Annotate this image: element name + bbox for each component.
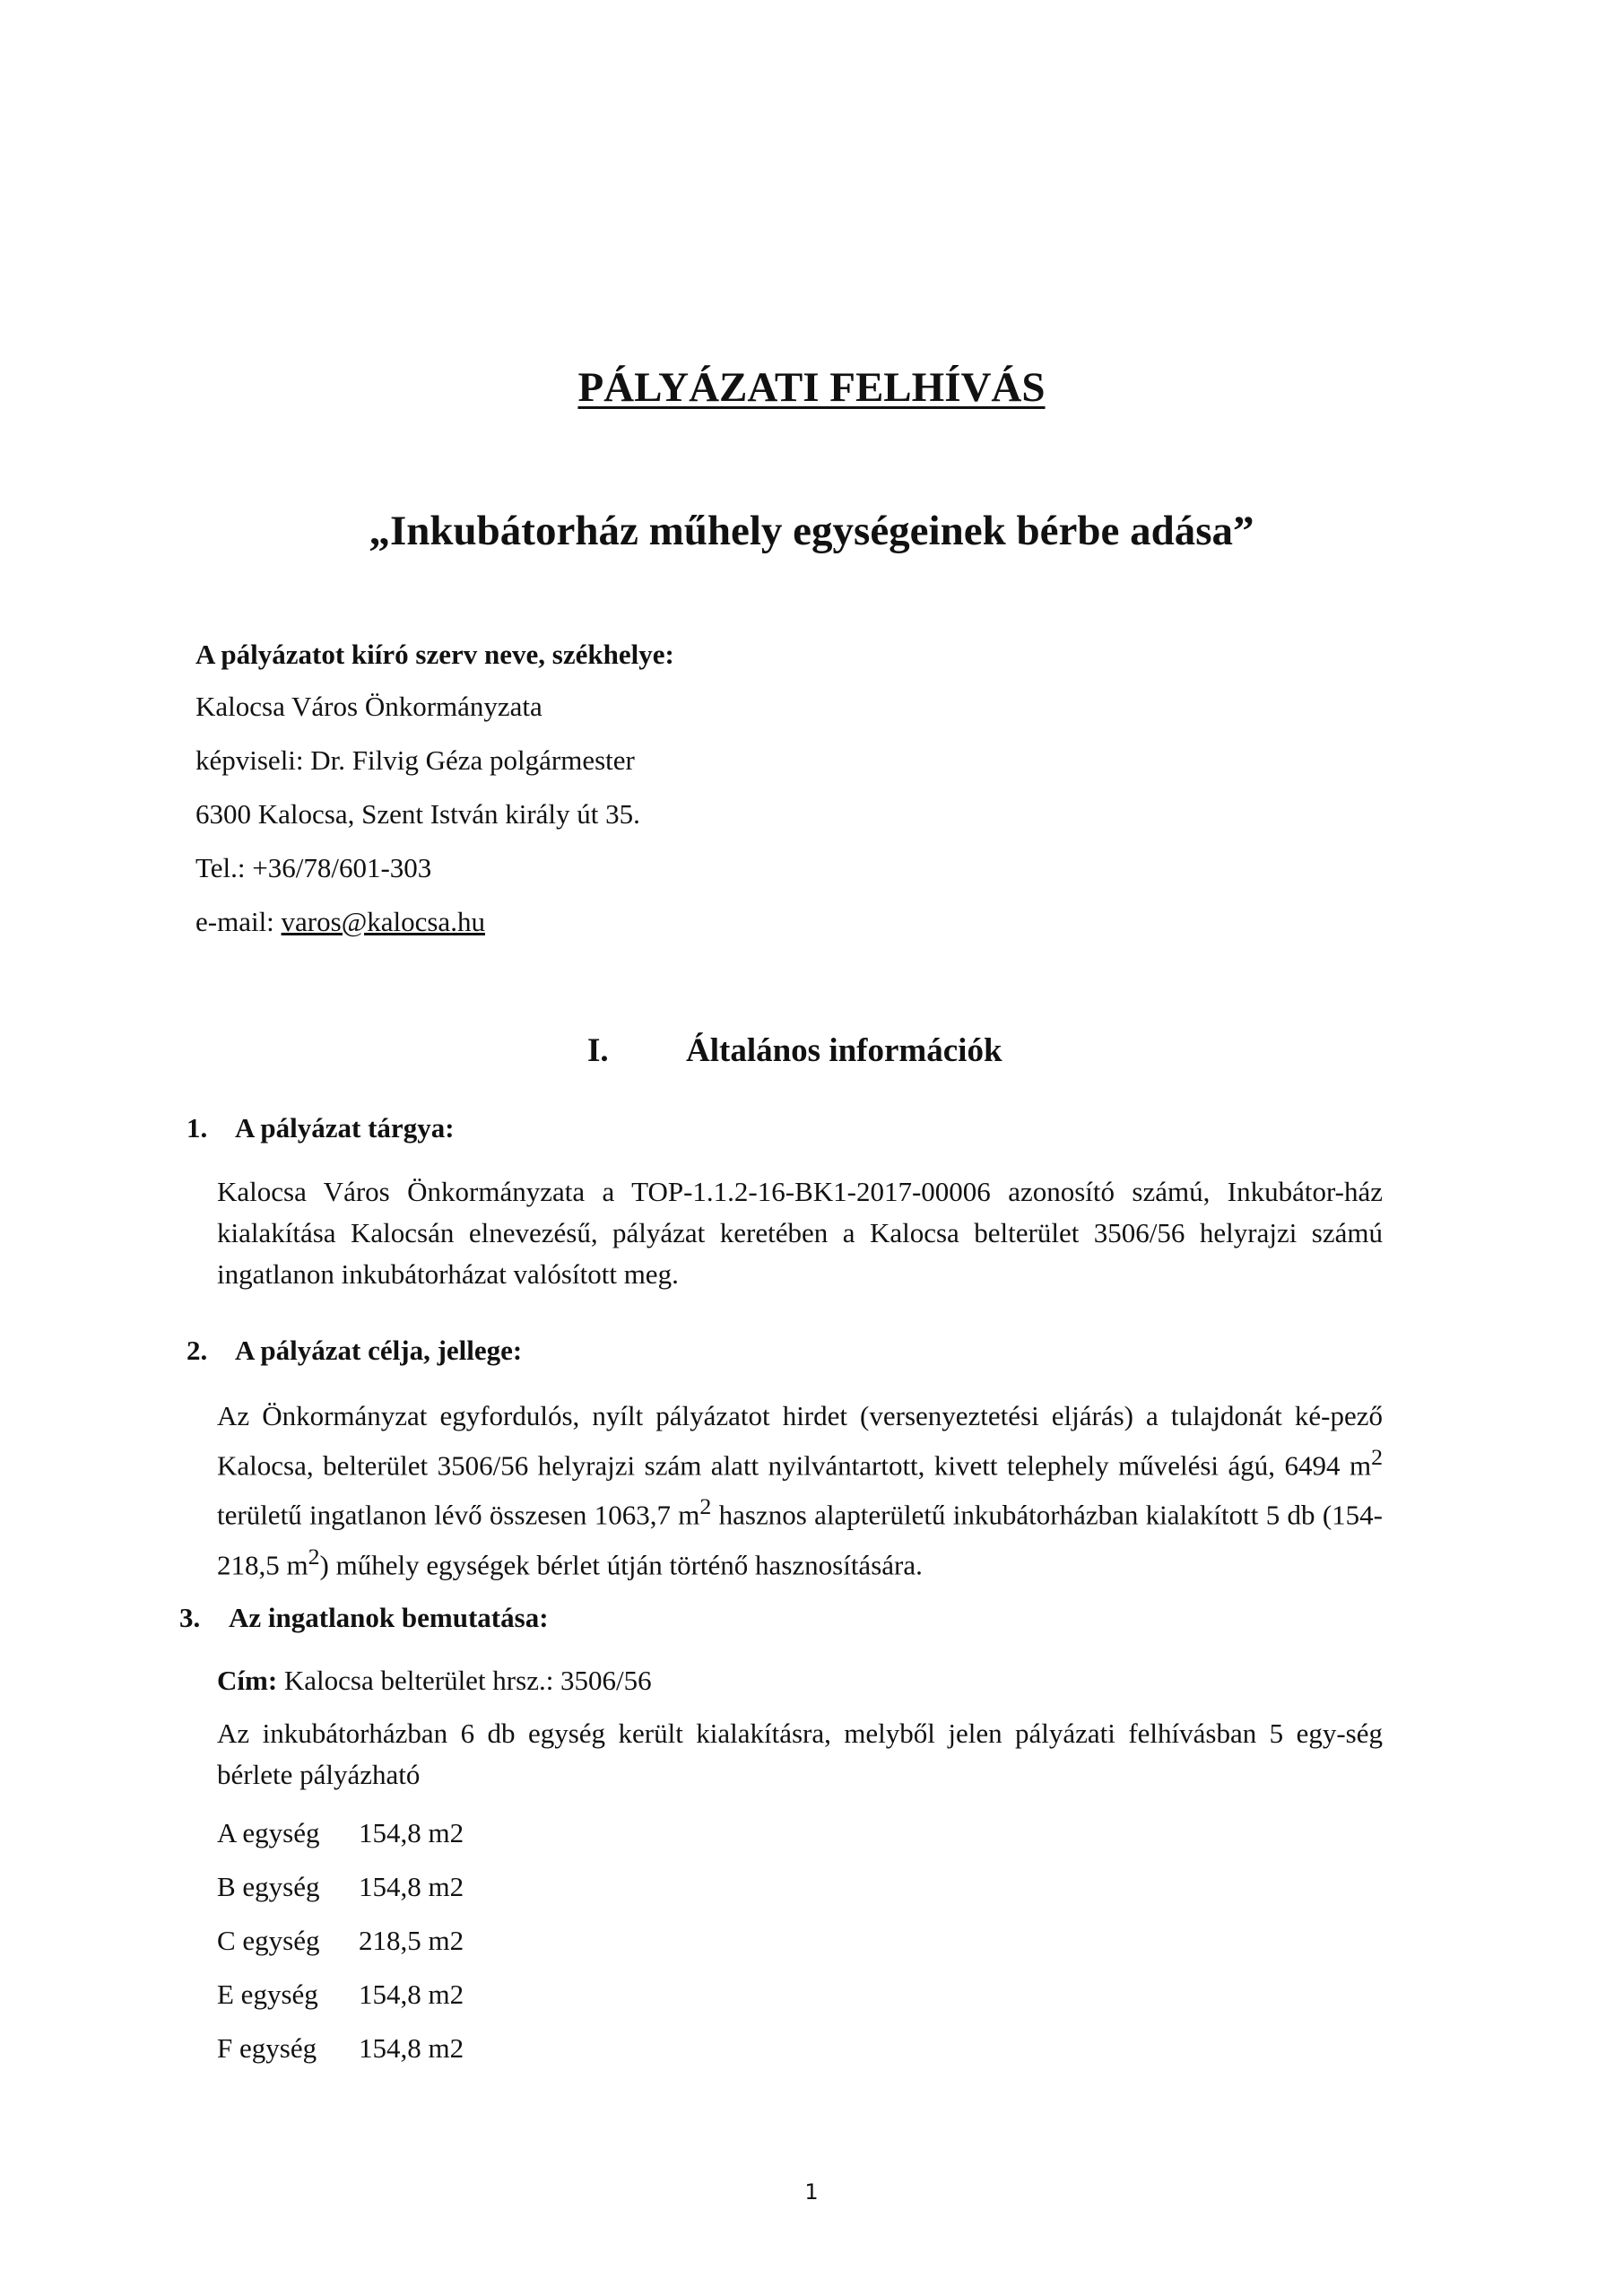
unit-name: A egység <box>217 1817 320 1848</box>
document-subtitle: „Inkubátorház műhely egységeinek bérbe adása” <box>369 508 1254 554</box>
issuer-representative: képviseli: Dr. Filvig Géza polgármester <box>195 744 635 776</box>
item-2-title: A pályázat célja, jellege: <box>235 1335 523 1366</box>
issuer-email-link[interactable]: varos@kalocsa.hu <box>281 906 485 937</box>
item-1-number: 1. <box>187 1112 208 1144</box>
unit-name: E egység <box>217 1979 318 2010</box>
unit-name: F egység <box>217 2032 317 2064</box>
issuer-address: 6300 Kalocsa, Szent István király út 35. <box>195 798 640 830</box>
issuer-name: Kalocsa Város Önkormányzata <box>195 691 542 722</box>
item-2-sup2: 2 <box>699 1493 712 1520</box>
item-2-text-part2: területű ingatlanon lévő összesen 1063,7 m <box>217 1499 700 1531</box>
item-2-text-part4: ) műhely egységek bérlet útján történő hasznosítására. <box>319 1548 923 1580</box>
item-2-sup1: 2 <box>1371 1444 1383 1470</box>
item-3-address <box>217 1665 652 1697</box>
issuer-heading: A pályázatot kiíró szerv neve, székhelye: <box>195 639 674 670</box>
item-2-number: 2. <box>187 1335 208 1366</box>
item-2-text-part3: hasznos alapterületű inkubátorházban kialakított 5 db (154-218,5 m <box>217 1499 1383 1580</box>
unit-area: 154,8 m2 <box>359 1871 464 1902</box>
item-1-title: A pályázat tárgya: <box>235 1112 455 1144</box>
item-1-text: Kalocsa Város Önkormányzata a TOP-1.1.2-16-BK1-2017-00006 azonosító számú, Inkubátor-ház kialakítása Kalocsán elnevezésű, pályázat keretében a Kalocsa belterület 3506/56 helyrajzi számú ingatlanon inkubátorházat valósított meg. <box>217 1176 1383 1290</box>
unit-area: 154,8 m2 <box>359 2032 464 2064</box>
document-title: PÁLYÁZATI FELHÍVÁS <box>577 364 1046 411</box>
section-title: Általános információk <box>686 1032 1002 1069</box>
item-3-title: Az ingatlanok bemutatása: <box>229 1602 549 1633</box>
issuer-email-label: e-mail: <box>195 906 282 937</box>
item-3-description: Az inkubátorházban 6 db egység került kialakításra, melyből jelen pályázati felhívásban 5 egy-ség bérlete pályázható <box>217 1718 1383 1790</box>
issuer-phone: Tel.: +36/78/601-303 <box>195 852 432 883</box>
item-3-number: 3. <box>179 1602 201 1633</box>
item-3-address-label: Cím: <box>217 1665 278 1696</box>
item-3-address-value: Kalocsa belterület hrsz.: 3506/56 <box>277 1665 652 1696</box>
section-number: I. <box>587 1032 609 1069</box>
issuer-email-line <box>195 906 485 938</box>
item-2-text <box>217 1396 1383 1586</box>
unit-area: 154,8 m2 <box>359 1817 464 1848</box>
page-number: 1 <box>804 2179 819 2205</box>
unit-area: 154,8 m2 <box>359 1979 464 2010</box>
unit-name: C egység <box>217 1925 320 1956</box>
item-2-text-part1: Az Önkormányzat egyfordulós, nyílt pályázatot hirdet (versenyeztetési eljárás) a tulajdonát ké-pező Kalocsa, belterület 3506/56 helyrajzi szám alatt nyilvántartott, kivett telephely művelési ágú, 6494 m <box>217 1400 1383 1482</box>
unit-area: 218,5 m2 <box>359 1925 464 1956</box>
unit-name: B egység <box>217 1871 320 1902</box>
item-2-sup3: 2 <box>308 1543 320 1570</box>
